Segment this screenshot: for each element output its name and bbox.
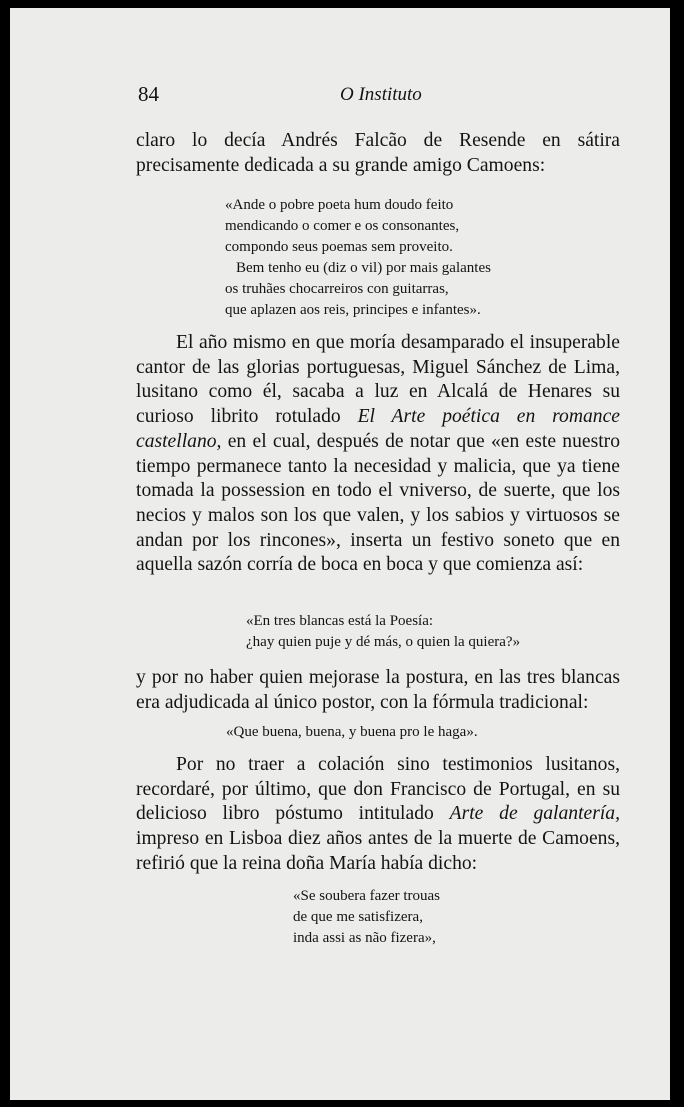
book-page xyxy=(10,8,670,1100)
paragraph-2 xyxy=(136,331,620,578)
paragraph-2-part-2: en el cual, después de notar que «en este nuestro tiempo permanece tanto la necesidad y malicia, que ya tiene tomada la possession en todo el vniverso, de suerte, que los necios y malos son los que valen, y los sabios y virtuosos se andan por los rincones», inserta un festivo soneto que en aquella sazón corría de boca en boca y que comienza así: xyxy=(136,430,620,576)
verse-line: mendicando o comer e os consonantes, xyxy=(225,218,460,234)
paragraph-3 xyxy=(136,666,620,715)
verse-line: Bem tenho eu (diz o vil) por mais galantes xyxy=(236,260,491,276)
verse-line: os truhães chocarreiros con guitarras, xyxy=(225,281,449,297)
paragraph-2-part-1: El año mismo en que moría desamparado el insuperable cantor de las glorias portuguesas, Miguel Sánchez de Lima, lusitano como él, sacaba a luz en Alcalá de Henares su curioso librito rotulado xyxy=(136,332,620,428)
paragraph-4-part-1: Por no traer a colación sino testimonios lusitanos, recordaré, por último, que don Francisco de Portugal, en su delicioso libro póstumo intitulado xyxy=(136,754,620,825)
book-title-arte-poetica: El Arte poética en romance castellano, xyxy=(136,406,620,452)
paragraph-1-text: claro lo decía Andrés Falcão de Resende en sátira precisamente dedicada a su grande amigo Camoens: xyxy=(136,130,620,176)
verse-quote-2 xyxy=(246,611,520,653)
verse-line: «Se soubera fazer trouas xyxy=(293,888,441,904)
book-title-arte-de-galanteria: Arte de galantería, xyxy=(449,803,620,825)
running-title: O Instituto xyxy=(340,84,422,105)
page-header xyxy=(138,82,620,112)
paragraph-4-text xyxy=(136,753,620,877)
verse-line: que aplazen aos reis, principes e infantes». xyxy=(225,302,481,318)
paragraph-2-text xyxy=(136,331,620,578)
paragraph-4-part-2: impreso en Lisboa diez años antes de la muerte de Camoens, refirió que la reina doña María había dicho: xyxy=(136,828,620,874)
verse-line: «En tres blancas está la Poesía: xyxy=(246,613,434,629)
verse-quote-3 xyxy=(226,722,478,743)
paragraph-4 xyxy=(136,753,620,877)
verse-line: compondo seus poemas sem proveito. xyxy=(225,239,453,255)
verse-line: «Ande o pobre poeta hum doudo feito xyxy=(225,197,454,213)
verse-line: inda assi as não fizera», xyxy=(293,930,436,946)
page-number: 84 xyxy=(138,82,159,106)
verse-line: ¿hay quien puje y dé más, o quien la quiera?» xyxy=(246,634,521,650)
verse-line: «Que buena, buena, y buena pro le haga». xyxy=(226,724,478,740)
verse-quote-1 xyxy=(225,195,491,321)
paragraph-3-text: y por no haber quien mejorase la postura, en las tres blancas era adjudicada al único postor, con la fórmula tradicional: xyxy=(136,667,620,713)
paragraph-1 xyxy=(136,129,620,178)
verse-line: de que me satisfizera, xyxy=(293,909,423,925)
verse-quote-4 xyxy=(293,886,440,949)
